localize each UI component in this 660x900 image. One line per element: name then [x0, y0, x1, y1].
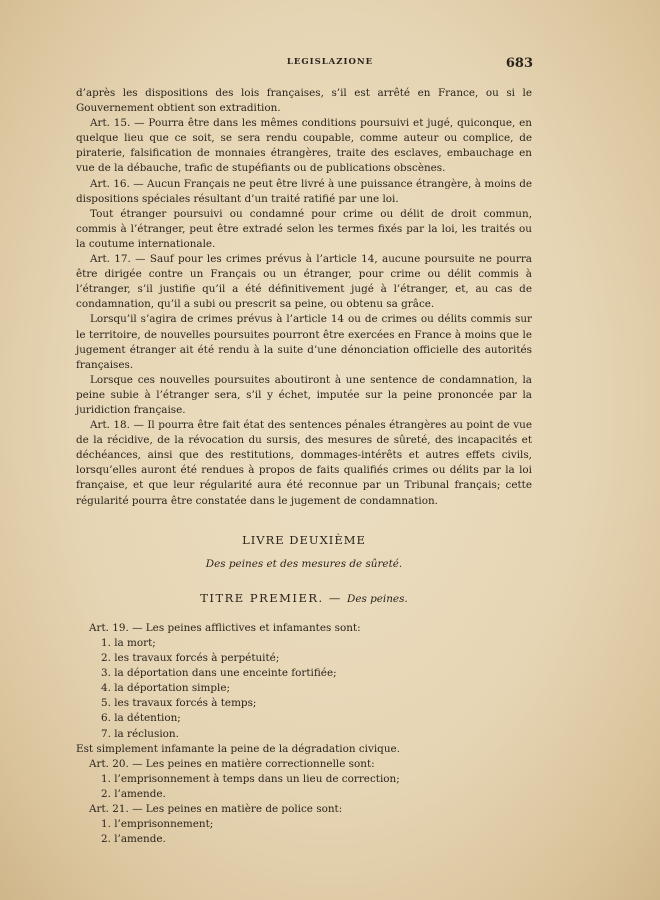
- article-21-heading: Art. 21. — Les peines en matière de police sont:: [89, 803, 343, 816]
- article-16-paragraph-2: Tout étranger poursuivi ou condamné pour crime ou délit de droit commun, commis à l’étranger, peut être extradé selon les termes fixés par la loi, les traités ou la coutume internationale.: [76, 207, 532, 250]
- article-list: [76, 621, 532, 847]
- title-heading-label: TITRE PREMIER. —: [200, 590, 342, 605]
- title-heading-subtitle: Des peines.: [347, 592, 408, 605]
- book-subtitle: Des peines et des mesures de sûreté.: [205, 557, 403, 570]
- list-item: 6. la détention;: [101, 712, 181, 725]
- list-item: 4. la déportation simple;: [101, 682, 230, 695]
- article-18: Art. 18. — Il pourra être fait état des sentences pénales étrangères au point de vue de la récidive, de la révocation du sursis, des mesures de sûreté, des incapacités et déchéances, ainsi que des restitutions, dommages-intérêts et autres effets civils, lorsqu’elles auront été rendues à propos de faits qualifiés crimes ou délits par la loi française, et que leur régularité aura été reconnue par un Tribunal français; cette régularité pourra être constatée dans le jugement de condamnation.: [76, 419, 532, 507]
- list-item: 3. la déportation dans une enceinte fortifiée;: [101, 667, 337, 680]
- article-17-paragraph-3: Lorsque ces nouvelles poursuites aboutiront à une sentence de condamnation, la peine subie à l’étranger sera, s’il y échet, imputée sur la peine prononcée par la juridiction française.: [76, 373, 532, 416]
- list-item: 5. les travaux forcés à temps;: [101, 697, 257, 710]
- page-body: [76, 86, 532, 847]
- book-heading: LIVRE DEUXIÈME: [242, 532, 366, 547]
- running-head: [0, 57, 660, 73]
- article-20-heading: Art. 20. — Les peines en matière correctionnelle sont:: [89, 757, 375, 770]
- article-16: Art. 16. — Aucun Français ne peut être livré à une puissance étrangère, à moins de dispositions spéciales résultant d’un traité ratifié par une loi.: [76, 177, 532, 205]
- title-heading: [76, 591, 532, 607]
- article-19-note: Est simplement infamante la peine de la dégradation civique.: [76, 742, 400, 755]
- list-item: 1. la mort;: [101, 637, 156, 649]
- list-item: 1. l’emprisonnement;: [101, 818, 214, 831]
- paragraph-continuation: d’après les dispositions des lois françaises, s’il est arrêté en France, ou si le Gouvernement obtient son extradition.: [76, 87, 532, 115]
- list-item: 2. les travaux forcés à perpétuité;: [101, 652, 280, 665]
- list-item: 2. l’amende.: [101, 787, 166, 800]
- article-15: Art. 15. — Pourra être dans les mêmes conditions poursuivi et jugé, quiconque, en quelque lieu que ce soit, se sera rendu coupable, comme auteur ou complice, de piraterie, falsification de monnaies étrangères, traite des esclaves, embauchage en vue de la débauche, trafic de stupéfiants ou de publications obscènes.: [76, 117, 532, 175]
- list-item: 2. l’amende.: [101, 833, 166, 846]
- list-item: 1. l’emprisonnement à temps dans un lieu de correction;: [101, 772, 400, 785]
- article-17-paragraph-2: Lorsqu’il s’agira de crimes prévus à l’article 14 ou de crimes ou délits commis sur le territoire, de nouvelles poursuites pourront être exercées en France à moins que le jugement étranger ait été rendu à la suite d’une dénonciation officielle des autorités françaises.: [76, 313, 532, 371]
- list-item: 7. la réclusion.: [101, 727, 179, 740]
- running-title: LEGISLAZIONE: [286, 57, 374, 67]
- article-17: Art. 17. — Sauf pour les crimes prévus à l’article 14, aucune poursuite ne pourra être dirigée contre un Français ou un étranger, pour crime ou délit commis à l’étranger, s’il justifie qu’il a été définitivement jugé à l’étranger, et, au cas de condamnation, qu’il a subi ou prescrit sa peine, ou obtenu sa grâce.: [76, 253, 532, 311]
- article-19-heading: Art. 19. — Les peines afflictives et infamantes sont:: [89, 621, 361, 634]
- page-number: 683: [505, 56, 533, 71]
